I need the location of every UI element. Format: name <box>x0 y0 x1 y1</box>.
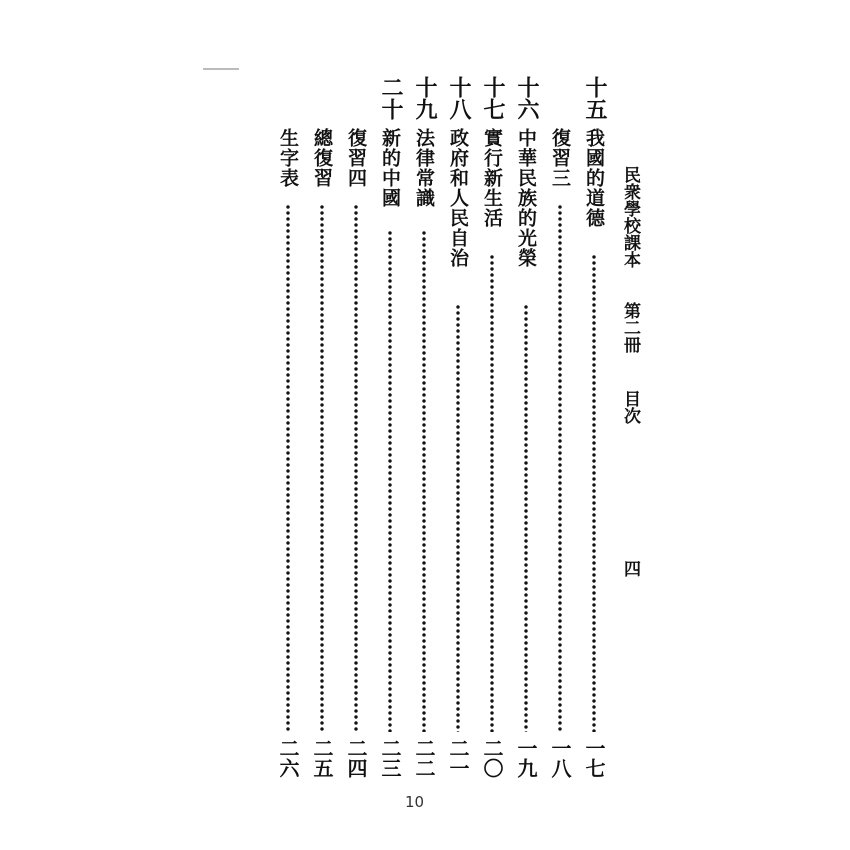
dot-leader <box>320 204 324 732</box>
lesson-title: 我國的道德 <box>583 128 605 228</box>
lesson-title: 政府和人民自治 <box>447 128 469 268</box>
lesson-title: 中華民族的光榮 <box>515 128 537 268</box>
dot-leader <box>490 254 494 732</box>
lesson-page: 二四 <box>344 738 368 778</box>
lesson-page: 一九 <box>514 738 538 778</box>
lesson-page: 二一 <box>446 738 470 778</box>
lesson-number: 十九 <box>412 76 438 120</box>
lesson-page: 二〇 <box>480 738 504 778</box>
lesson-title: 法律常識 <box>413 128 435 208</box>
lesson-title: 新的中國 <box>379 128 401 208</box>
lesson-number: 十五 <box>582 76 608 120</box>
scan-artifact <box>203 68 239 70</box>
lesson-page: 二五 <box>310 738 334 778</box>
lesson-number: 十八 <box>446 76 472 120</box>
volume-label: 第二冊 <box>620 302 640 353</box>
lesson-title: 復習四 <box>345 128 367 188</box>
lesson-number: 十六 <box>514 76 540 120</box>
lesson-page: 二二 <box>412 738 436 778</box>
dot-leader <box>354 204 358 732</box>
lesson-page: 二六 <box>276 738 300 778</box>
page-marker: 四 <box>620 560 640 577</box>
lesson-page: 一七 <box>582 738 606 778</box>
dot-leader <box>286 204 290 732</box>
dot-leader <box>592 254 596 732</box>
book-series-title: 民衆學校課本 <box>620 166 640 268</box>
lesson-number: 二十 <box>378 76 404 120</box>
dot-leader <box>456 304 460 732</box>
lesson-title: 生字表 <box>277 128 299 188</box>
dot-leader <box>422 230 426 732</box>
lesson-title: 實行新生活 <box>481 128 503 228</box>
lesson-number: 十七 <box>480 76 506 120</box>
lesson-title: 總復習 <box>311 128 333 188</box>
page-folio: 10 <box>405 793 425 811</box>
dot-leader <box>524 304 528 732</box>
dot-leader <box>558 204 562 732</box>
lesson-title: 復習三 <box>549 128 571 188</box>
dot-leader <box>388 230 392 732</box>
section-heading: 目次 <box>620 390 640 424</box>
lesson-page: 一八 <box>548 738 572 778</box>
lesson-page: 二三 <box>378 738 402 778</box>
